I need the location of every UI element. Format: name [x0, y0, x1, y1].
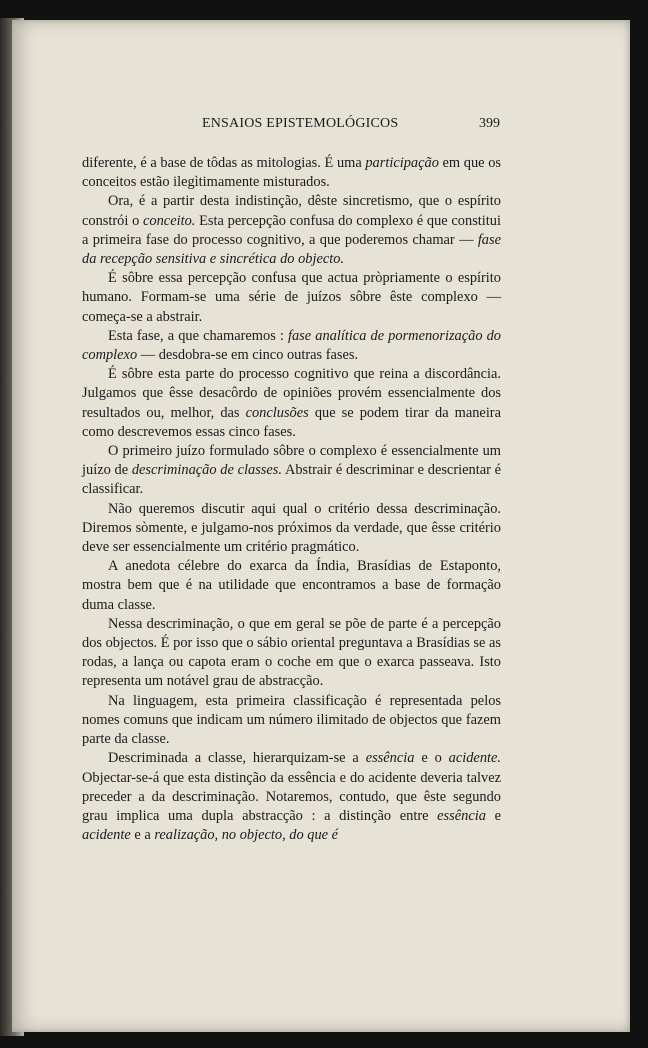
paragraph: [82, 442, 501, 500]
text-run: em que os conceitos estão ilegìtimamente misturados.: [82, 155, 501, 191]
italic-run: essência: [437, 807, 486, 824]
italic-run: realização, no objecto, do que é: [154, 827, 339, 844]
text-run: e o: [414, 750, 449, 767]
text-run: e: [485, 807, 501, 824]
body-text: [82, 154, 501, 845]
italic-run: fase analítica de pormenorização do complexo: [82, 327, 501, 364]
paragraph: [82, 269, 501, 327]
paragraph: [82, 500, 501, 558]
running-header-title: ENSAIOS EPISTEMOLÓGICOS: [202, 116, 399, 131]
italic-run: conceito.: [143, 212, 196, 229]
paragraph: [82, 327, 501, 365]
text-run: Esta fase, a que chamaremos :: [108, 327, 288, 344]
paragraph: [82, 192, 501, 269]
paragraph: [82, 615, 501, 692]
running-header: [190, 116, 510, 136]
italic-run: acidente.: [448, 750, 501, 767]
text-run: Na linguagem, esta primeira classificação é representada pelos nomes comuns que indicam um número ilimitado de objectos que fazem parte da classe.: [82, 692, 501, 748]
text-run: que se podem tirar da maneira como descrevemos essas cinco fases.: [82, 404, 501, 440]
italic-run: participação: [365, 155, 439, 171]
italic-run: essência: [365, 750, 415, 767]
paragraph: [82, 365, 501, 442]
italic-run: acidente: [82, 827, 131, 844]
paragraph: [82, 154, 501, 192]
text-run: diferente, é a base de tôdas as mitologias. É uma: [82, 155, 366, 171]
italic-run: conclusões: [245, 404, 309, 421]
paragraph: [82, 749, 501, 845]
text-run: O primeiro juízo formulado sôbre o complexo é essencialmente um juízo de: [82, 443, 501, 479]
text-run: Não queremos discutir aqui qual o critério dessa descriminação. Diremos sòmente, e julgamo-nos próximos da verdade, que êsse critério deve ser essencialmente um critério pragmático.: [82, 500, 501, 556]
italic-run: descriminação de classes.: [131, 462, 282, 479]
text-run: É sôbre essa percepção confusa que actua pròpriamente o espírito humano. Formam-se uma série de juízos sôbre êste complexo — começa-se a abstrair.: [82, 270, 501, 325]
page-number: 399: [479, 116, 500, 131]
text-run: Esta percepção confusa do complexo é que constitui a primeira fase do processo cognitivo, a que poderemos chamar —: [82, 212, 501, 248]
text-run: — desdobra-se em cinco outras fases.: [137, 347, 359, 364]
text-run: Ora, é a partir desta indistinção, dêste sincretismo, que o espírito constrói o: [82, 193, 501, 229]
text-run: Abstrair é descriminar e descrientar é classificar.: [82, 462, 501, 498]
text-run: Descriminada a classe, hierarquizam-se a: [108, 750, 366, 767]
paragraph: [82, 557, 501, 615]
text-run: Objectar-se-á que esta distinção da essência e do acidente deveria talvez preceder a da descriminação. Notaremos, contudo, que êste segundo grau implica uma dupla abstracção : a distinção entre: [82, 769, 501, 824]
text-run: A anedota célebre do exarca da Índia, Brasídias de Estaponto, mostra bem que é na utilidade que encontramos a base de formação duma classe.: [82, 558, 501, 613]
paragraph: [82, 692, 501, 750]
text-run: É sôbre esta parte do processo cognitivo que reina a discordância. Julgamos que êsse desacôrdo de opiniões provém essencialmente dos resultados ou, melhor, das: [82, 366, 501, 421]
text-run: e a: [130, 827, 155, 844]
italic-run: fase da recepção sensitiva e sincrética do objecto.: [82, 231, 501, 268]
text-run: Nessa descriminação, o que em geral se põe de parte é a percepção dos objectos. É por isso que o sábio oriental preguntava a Brasídias se as rodas, a lança ou capota eram o coche em que o exarca passeava. Isto representa um notável grau de abstracção.: [82, 615, 501, 690]
